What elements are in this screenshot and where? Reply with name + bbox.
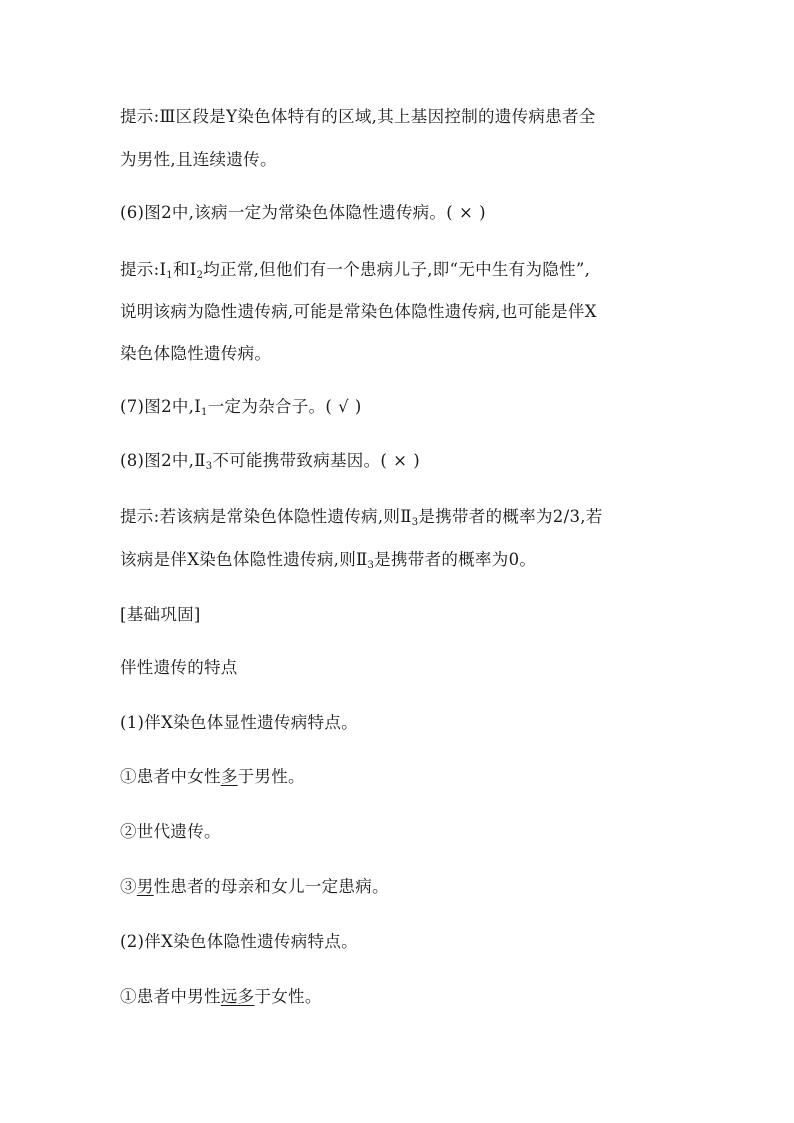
text: ②世代遗传。 <box>120 822 221 841</box>
hint-8-line-2 <box>120 549 536 571</box>
text: ) <box>413 451 421 470</box>
answer-mark: × <box>458 203 474 222</box>
text: 性患者的母亲和女儿一定患病。 <box>153 877 389 896</box>
point-1-item-1 <box>120 766 305 788</box>
text: 提示:Ⅲ区段是Y染色体特有的区域,其上基因控制的遗传病患者全 <box>120 107 596 126</box>
point-1-item-2 <box>120 821 221 843</box>
answer-mark: √ <box>338 397 349 416</box>
text: 说明该病为隐性遗传病,可能是常染色体隐性遗传病,也可能是伴X <box>120 302 597 321</box>
text: (1)伴X染色体显性遗传病特点。 <box>120 713 358 732</box>
text: 一定为杂合子。( <box>207 397 333 416</box>
text: 均正常,但他们有一个患病儿子,即“无中生有为隐性”, <box>203 260 591 279</box>
subscript: 1 <box>166 270 173 281</box>
text: ①患者中女性 <box>120 767 221 786</box>
underlined-answer: 多 <box>220 767 238 786</box>
point-2 <box>120 931 358 953</box>
subscript: 3 <box>367 560 375 571</box>
point-2-item-1 <box>120 986 322 1008</box>
subscript: 1 <box>201 407 208 418</box>
text: (2)伴X染色体隐性遗传病特点。 <box>120 932 358 951</box>
text: ③ <box>120 877 137 896</box>
text: [基础巩固] <box>120 605 201 624</box>
text: 该病是伴X染色体隐性遗传病,则Ⅱ <box>120 550 368 569</box>
hint-6-line-2 <box>120 301 597 323</box>
text: 为男性,且连续遗传。 <box>120 150 277 169</box>
question-8 <box>120 450 420 472</box>
underlined-answer: 男 <box>136 877 154 896</box>
point-1-item-3 <box>120 876 389 898</box>
text: 是携带者的概率为2/3,若 <box>418 507 603 526</box>
text: ) <box>479 203 486 222</box>
text: 是携带者的概率为0。 <box>374 550 537 569</box>
text: (8)图2中,Ⅱ <box>120 451 206 470</box>
subscript: 3 <box>411 517 419 528</box>
text: (6)图2中,该病一定为常染色体隐性遗传病。( <box>120 203 453 222</box>
text: 提示:若该病是常染色体隐性遗传病,则Ⅱ <box>120 507 412 526</box>
hint-6-line-3 <box>120 343 271 365</box>
hint-8-line-1 <box>120 506 603 528</box>
answer-mark: × <box>393 451 408 470</box>
text: 染色体隐性遗传病。 <box>120 344 272 363</box>
question-6 <box>120 202 486 224</box>
subscript: 3 <box>205 461 213 472</box>
subscript: 2 <box>196 270 204 281</box>
underlined-answer: 远多 <box>220 987 255 1006</box>
text: (7)图2中,Ⅰ <box>120 397 202 416</box>
text: 于男性。 <box>237 767 305 786</box>
hint-6-line-1 <box>120 259 590 281</box>
text: ) <box>354 397 362 416</box>
topic-title <box>120 657 238 679</box>
text: 和Ⅰ <box>172 260 197 279</box>
section-heading <box>120 604 201 626</box>
hint-line-2 <box>120 149 277 171</box>
text: 伴性遗传的特点 <box>120 658 238 677</box>
point-1 <box>120 712 358 734</box>
hint-line-1 <box>120 106 596 128</box>
text: 提示:Ⅰ <box>120 260 167 279</box>
question-7 <box>120 396 362 418</box>
text: ①患者中男性 <box>120 987 221 1006</box>
text: 不可能携带致病基因。( <box>212 451 388 470</box>
text: 于女性。 <box>254 987 322 1006</box>
